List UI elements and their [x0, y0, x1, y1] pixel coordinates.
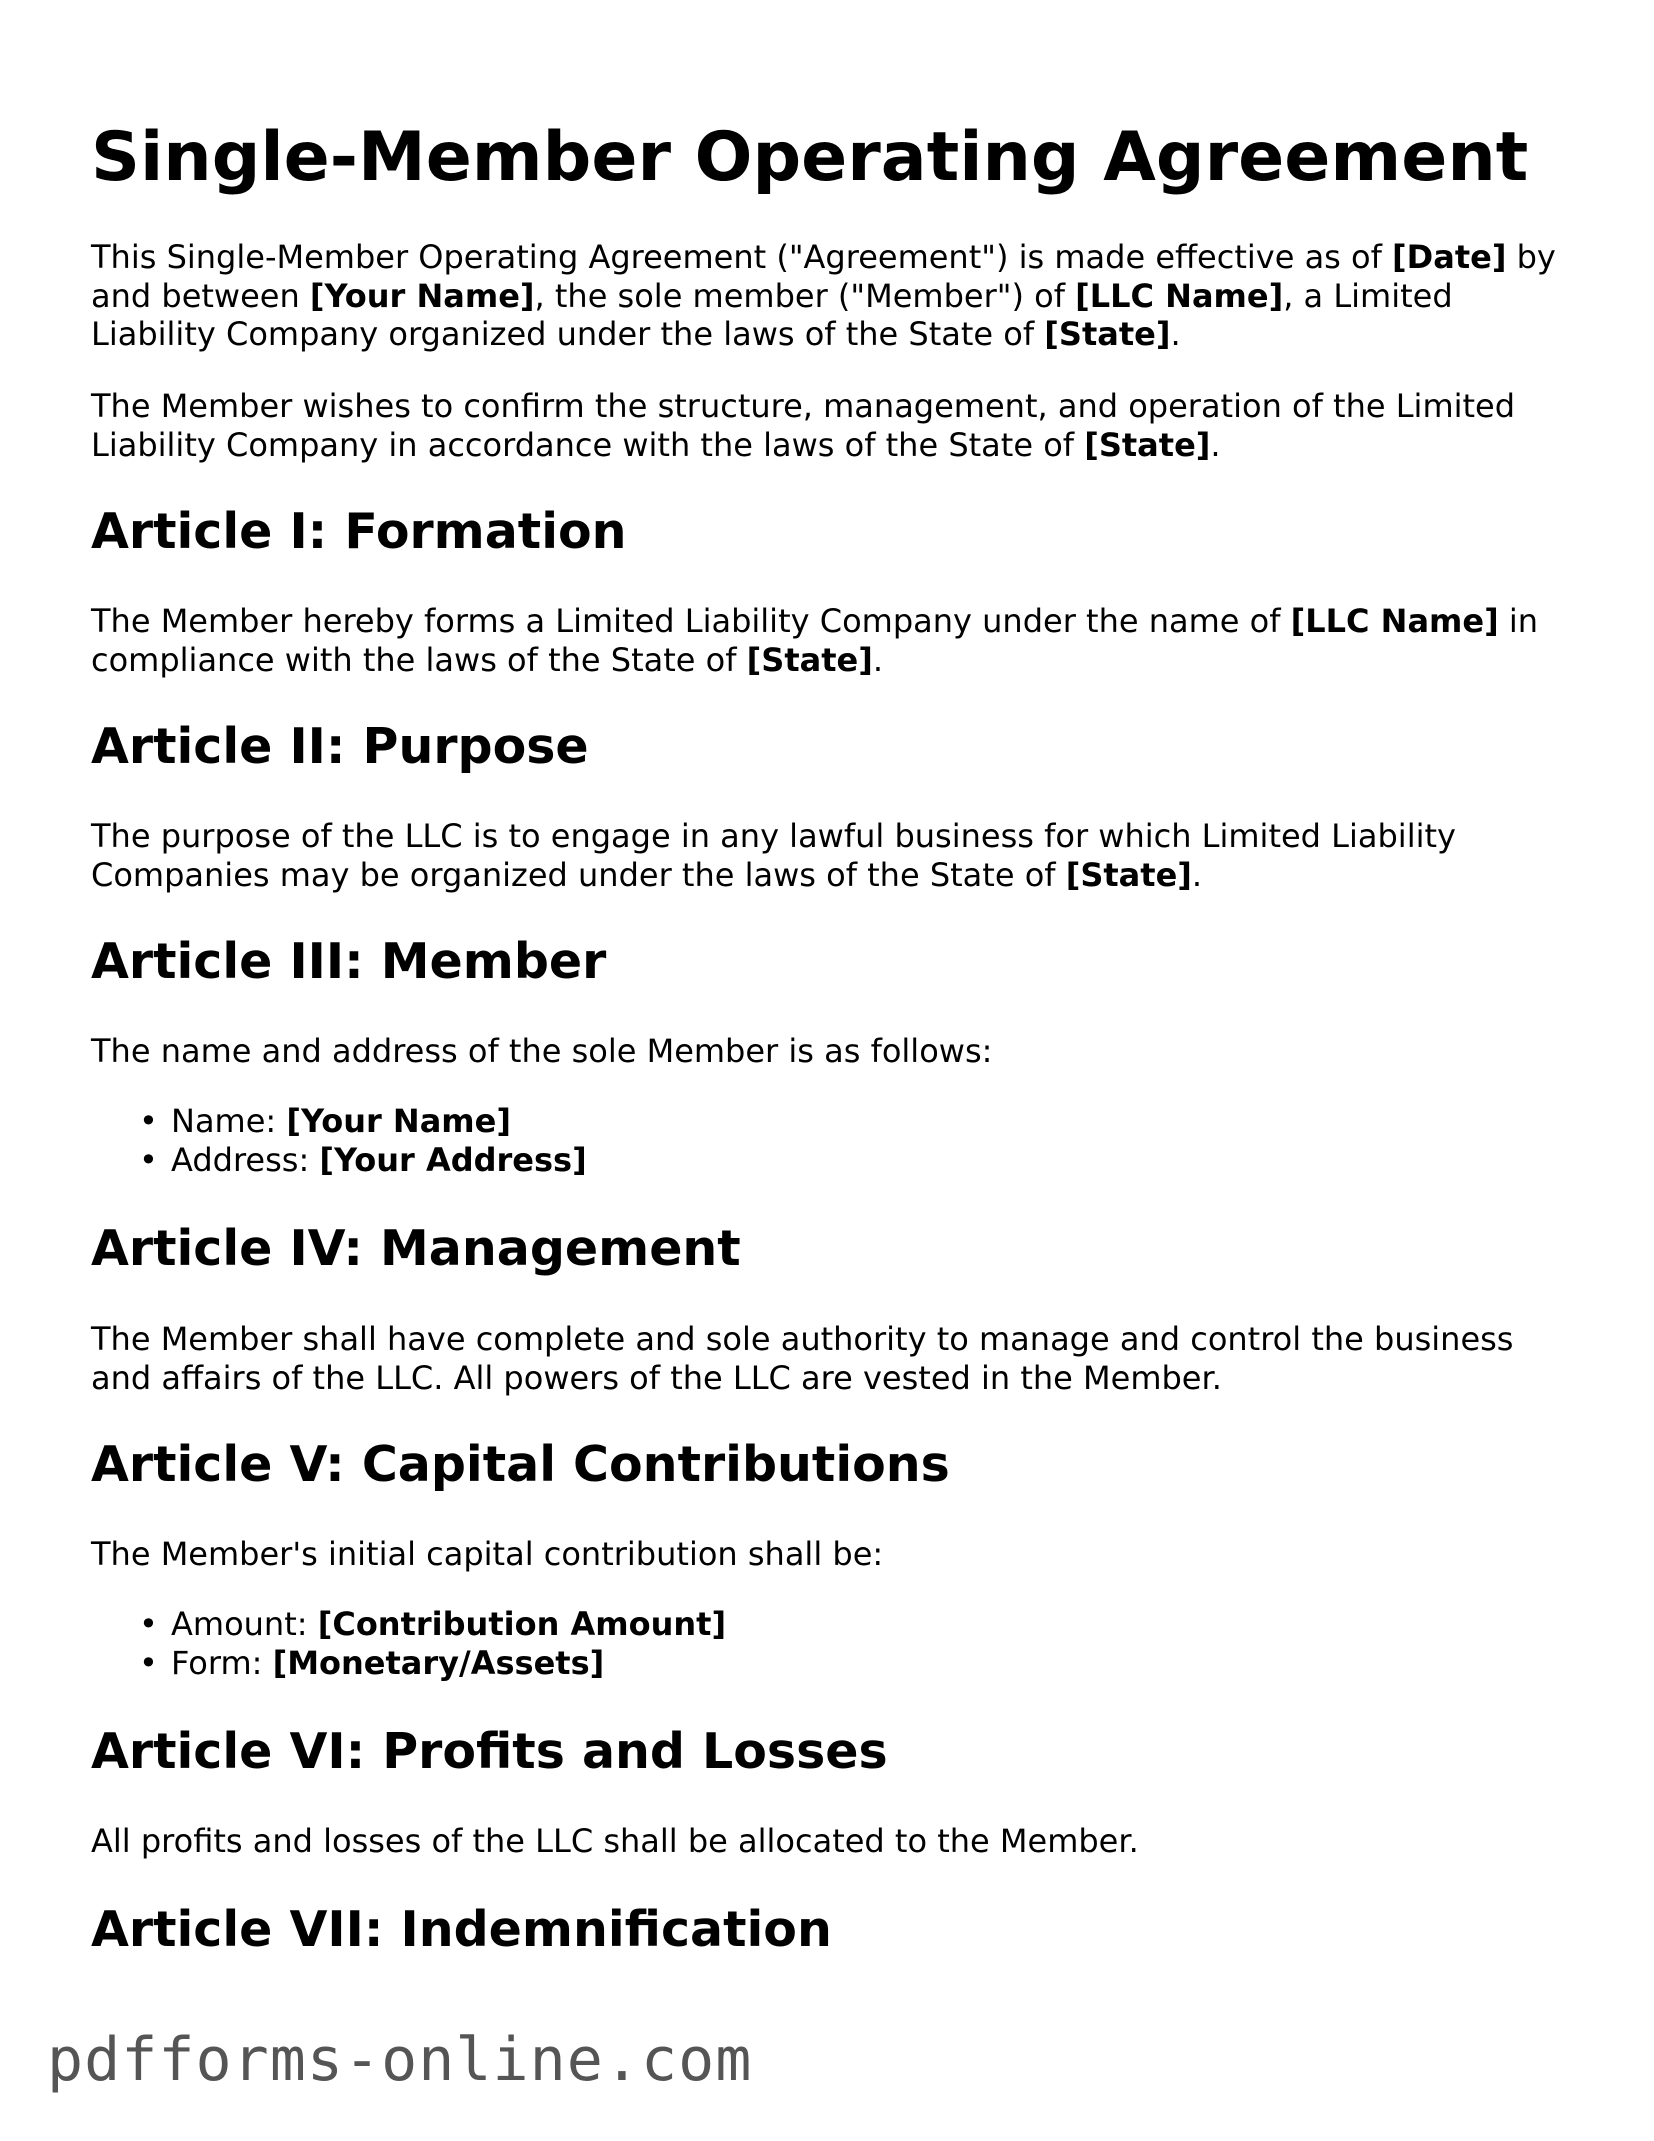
article-2-heading: Article II: Purpose: [91, 718, 589, 775]
intro-paragraph-2: [91, 387, 1571, 464]
contribution-list: [91, 1605, 1571, 1682]
list-item-label: Form:: [171, 1643, 273, 1682]
article-3-text: [91, 1032, 1571, 1071]
article-text: The name and address of the sole Member is as follows:: [91, 1032, 993, 1070]
article-text: The Member's initial capital contribution shall be:: [91, 1535, 884, 1573]
article-5-text: [91, 1535, 1571, 1574]
article-3-heading: Article III: Member: [91, 933, 607, 990]
article-4-text: [91, 1320, 1571, 1397]
watermark: pdfforms-online.com: [47, 2025, 753, 2095]
amount-placeholder: [Contribution Amount]: [317, 1605, 727, 1643]
article-text: The Member hereby forms a Limited Liability Company under the name of: [91, 602, 1291, 640]
llc-name-placeholder: [LLC Name]: [1290, 602, 1499, 640]
name-placeholder: [Your Name]: [286, 1102, 511, 1140]
intro-text: This Single-Member Operating Agreement ("Agreement") is made effective as of: [91, 238, 1393, 276]
article-1-text: [91, 602, 1571, 679]
list-item: [171, 1102, 1571, 1141]
article-text: The purpose of the LLC is to engage in any lawful business for which Limited Liability Companies may be organized under the laws of the State of: [91, 817, 1456, 894]
address-placeholder: [Your Address]: [319, 1140, 587, 1179]
article-7-heading: Article VII: Indemnification: [91, 1901, 832, 1958]
state-placeholder: [State]: [1065, 855, 1192, 894]
period: .: [1210, 425, 1221, 464]
list-item: [171, 1644, 1571, 1683]
intro-text: , the sole member ("Member") of: [534, 276, 1076, 315]
period: .: [1170, 315, 1181, 353]
date-placeholder: [Date]: [1392, 238, 1507, 276]
article-1-heading: Article I: Formation: [91, 503, 627, 560]
article-text: All profits and losses of the LLC shall be allocated to the Member.: [91, 1822, 1139, 1860]
state-placeholder: [State]: [1044, 315, 1171, 353]
list-item: [171, 1605, 1571, 1644]
intro-paragraph-1: [91, 238, 1571, 354]
article-text: in compliance with the laws of the State of: [91, 602, 1539, 679]
form-placeholder: [Monetary/Assets]: [272, 1643, 605, 1682]
list-item-label: Amount:: [171, 1605, 318, 1643]
article-5-heading: Article V: Capital Contributions: [91, 1436, 950, 1493]
list-item-label: Address:: [171, 1140, 320, 1179]
article-6-heading: Article VI: Profits and Losses: [91, 1723, 888, 1780]
state-placeholder: [State]: [746, 640, 873, 679]
document-title: Single-Member Operating Agreement: [91, 118, 1529, 197]
intro-text: by and between: [91, 238, 1556, 315]
period: .: [872, 640, 883, 679]
state-placeholder: [State]: [1084, 425, 1211, 464]
period: .: [1191, 855, 1203, 894]
list-item-label: Name:: [171, 1102, 287, 1140]
intro-text: , a Limited Liability Company organized under the laws of the State of: [91, 276, 1453, 353]
article-6-text: [91, 1822, 1571, 1861]
article-text: The Member shall have complete and sole authority to manage and control the business and affairs of the LLC. All powers of the LLC are vested in the Member.: [91, 1320, 1514, 1397]
llc-name-placeholder: [LLC Name]: [1075, 276, 1284, 315]
member-list: [91, 1102, 1571, 1179]
article-2-text: [91, 817, 1571, 894]
article-4-heading: Article IV: Management: [91, 1220, 741, 1277]
intro-text: The Member wishes to confirm the structure, management, and operation of the Limited Liability Company in accordance with the laws of the State of: [91, 387, 1516, 464]
name-placeholder: [Your Name]: [309, 276, 535, 315]
list-item: [171, 1141, 1571, 1180]
